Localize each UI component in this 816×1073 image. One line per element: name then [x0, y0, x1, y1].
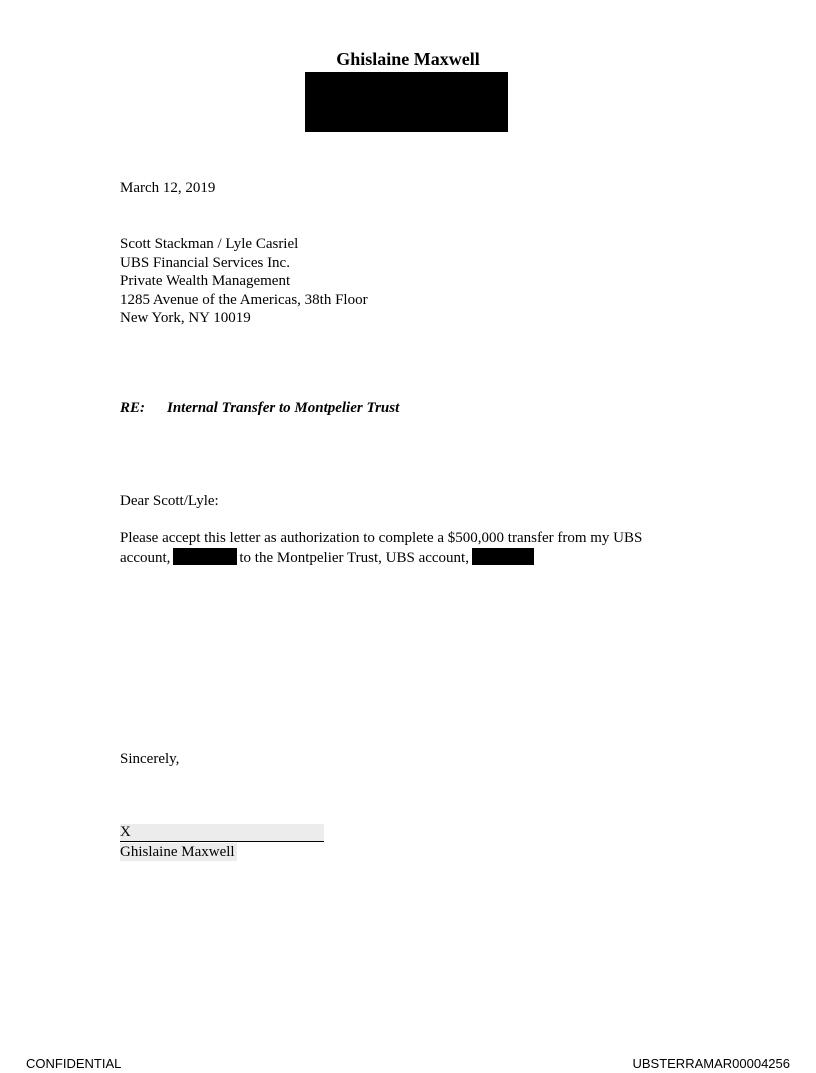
closing: Sincerely,: [120, 751, 180, 767]
subject-line: [120, 400, 399, 417]
signature-x-mark: X: [120, 824, 131, 840]
signer-name: Ghislaine Maxwell: [120, 844, 235, 860]
recipient-names: Scott Stackman / Lyle Casriel: [120, 236, 299, 252]
recipient-city: New York, NY 10019: [120, 310, 251, 326]
recipient-address: [120, 235, 368, 328]
recipient-department: Private Wealth Management: [120, 273, 291, 289]
body-transfer-text: to the Montpelier Trust, UBS account,: [239, 550, 469, 566]
bates-number: UBSTERRAMAR00004256: [632, 1056, 790, 1071]
signature-block: [120, 824, 324, 861]
redacted-account-number-destination: [472, 548, 534, 565]
salutation: Dear Scott/Lyle:: [120, 493, 219, 509]
subject-label: RE:: [120, 400, 146, 416]
redacted-account-number-source: [173, 548, 237, 565]
body-line-1: Please accept this letter as authorization to complete a $500,000 transfer from my UBS: [120, 530, 643, 546]
signature-line[interactable]: [120, 824, 324, 842]
letterhead-name: Ghislaine Maxwell: [336, 49, 480, 69]
confidential-label: CONFIDENTIAL: [26, 1056, 122, 1071]
letter-date: March 12, 2019: [120, 180, 216, 196]
body-line-2: [120, 548, 534, 568]
recipient-street: 1285 Avenue of the Americas, 38th Floor: [120, 291, 368, 308]
redacted-address-block: [305, 72, 508, 132]
recipient-company: UBS Financial Services Inc.: [120, 254, 290, 271]
subject-text: Internal Transfer to Montpelier Trust: [167, 400, 400, 416]
body-account-label: account,: [120, 550, 171, 566]
